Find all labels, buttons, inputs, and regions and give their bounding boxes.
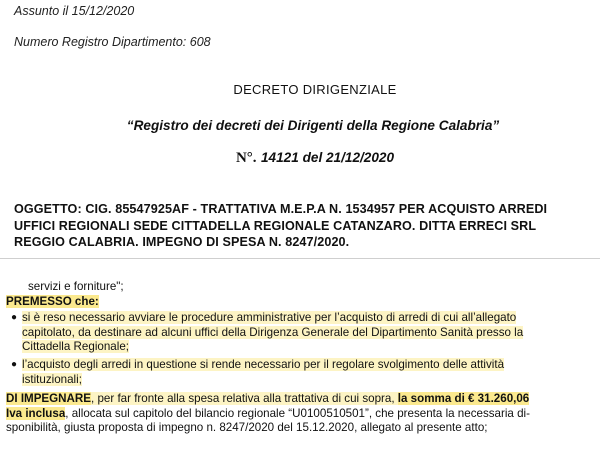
oggetto-line: UFFICI REGIONALI SEDE CITTADELLA REGIONALE CATANZARO. DITTA ERRECI SRL — [14, 218, 537, 233]
list-item: ● l’acquisto degli arredi in questione si rende necessario per il regolare svolgimento delle attività istituzionali; — [6, 358, 592, 387]
servizi-line: servizi e forniture"; — [28, 280, 124, 293]
numero-value: 14121 del 21/12/2020 — [261, 150, 395, 165]
somma-amount: la somma di € 31.260,06 — [397, 392, 530, 406]
decree-number — [0, 149, 600, 167]
numero-registro-dipartimento: Numero Registro Dipartimento: 608 — [14, 35, 211, 49]
oggetto-line: OGGETTO: CIG. 85547925AF - TRATTATIVA M.E.P.A N. 1534957 PER ACQUISTO ARREDI — [14, 202, 548, 216]
impegnare-heading: DI IMPEGNARE — [6, 392, 92, 406]
impegnare-paragraph: DI IMPEGNARE, per far fronte alla spesa relativa alla trattativa di cui sopra, la somma di € 31.260,06 Iva inclusa, allocata sul capitolo del bilancio regionale “U0100510501”, che presenta la necessaria di- sponibilità, giusta proposta di impegno n. 8247/2020 del 15.12.2020, allegato al presente atto; — [6, 392, 530, 435]
bullet-icon: ● — [10, 312, 18, 324]
assunto-date: Assunto il 15/12/2020 — [14, 4, 135, 18]
crop-divider — [0, 258, 600, 259]
numero-prefix: N°. — [235, 150, 257, 166]
bullet-icon: ● — [10, 358, 18, 370]
premesso-heading: PREMESSO che: — [6, 294, 99, 308]
oggetto-line: REGGIO CALABRIA. IMPEGNO DI SPESA N. 8247/2020. — [14, 235, 350, 249]
iva-inclusa: Iva inclusa — [6, 406, 66, 420]
decreto-title: DECRETO DIRIGENZIALE — [233, 82, 397, 97]
body-excerpt — [6, 280, 592, 436]
oggetto-block — [14, 201, 594, 251]
registro-title: “Registro dei decreti dei Dirigenti della Regione Calabria” — [126, 118, 500, 133]
list-item: ● si è reso necessario avviare le procedure amministrative per l’acquisto di arredi di cui all’allegato capitolato, da destinare ad alcuni uffici della Dirigenza Generale del Dipartimento Sanità presso la Cittadella Regionale; — [6, 311, 592, 355]
